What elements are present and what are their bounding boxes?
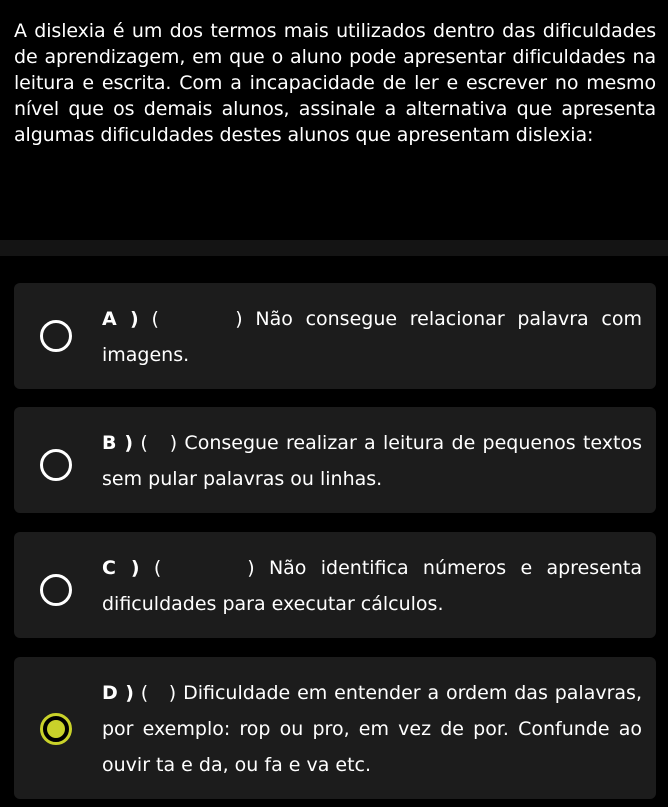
option-b-letter: B ) — [102, 432, 134, 454]
option-d-letter: D ) — [102, 682, 134, 704]
option-d-marker: ( ) — [140, 682, 177, 704]
option-d[interactable] — [14, 657, 656, 799]
option-b-marker: ( ) — [140, 432, 178, 454]
radio-button-a[interactable] — [40, 320, 72, 352]
radio-button-d-selected[interactable] — [40, 713, 72, 745]
option-c[interactable] — [14, 532, 656, 638]
option-c-letter: C ) — [102, 557, 140, 579]
option-c-text-block — [102, 550, 642, 622]
option-b-text-block — [102, 425, 642, 497]
option-a-marker: ( ) — [151, 308, 243, 330]
option-b-label: Consegue realizar a leitura de pequenos textos sem pular palavras ou linhas. — [102, 432, 642, 490]
option-a-label: Não consegue relacionar palavra com imagens. — [102, 308, 642, 366]
option-c-marker: ( ) — [153, 557, 255, 579]
question-text: A dislexia é um dos termos mais utilizados dentro das dificuldades de aprendizagem, em que o aluno pode apresentar dificuldades na leitura e escrita. Com a incapacidade de ler e escrever no mesmo nível que os demais alunos, assinale a alternativa que apresenta algumas dificuldades destes alunos que apresentam dislexia: — [14, 20, 656, 146]
radio-button-c[interactable] — [40, 574, 72, 606]
separator — [0, 240, 668, 256]
option-d-label: Dificuldade em entender a ordem das palavras, por exemplo: rop ou pro, em vez de por. Confunde ao ouvir ta e da, ou fa e va etc. — [102, 682, 642, 776]
option-a-text-block — [102, 301, 642, 373]
option-c-label: Não identifica números e apresenta dificuldades para executar cálculos. — [102, 557, 642, 615]
option-d-text-block — [102, 675, 642, 783]
option-b[interactable] — [14, 407, 656, 513]
radio-button-b[interactable] — [40, 449, 72, 481]
option-a-letter: A ) — [102, 308, 139, 330]
option-a[interactable] — [14, 283, 656, 389]
